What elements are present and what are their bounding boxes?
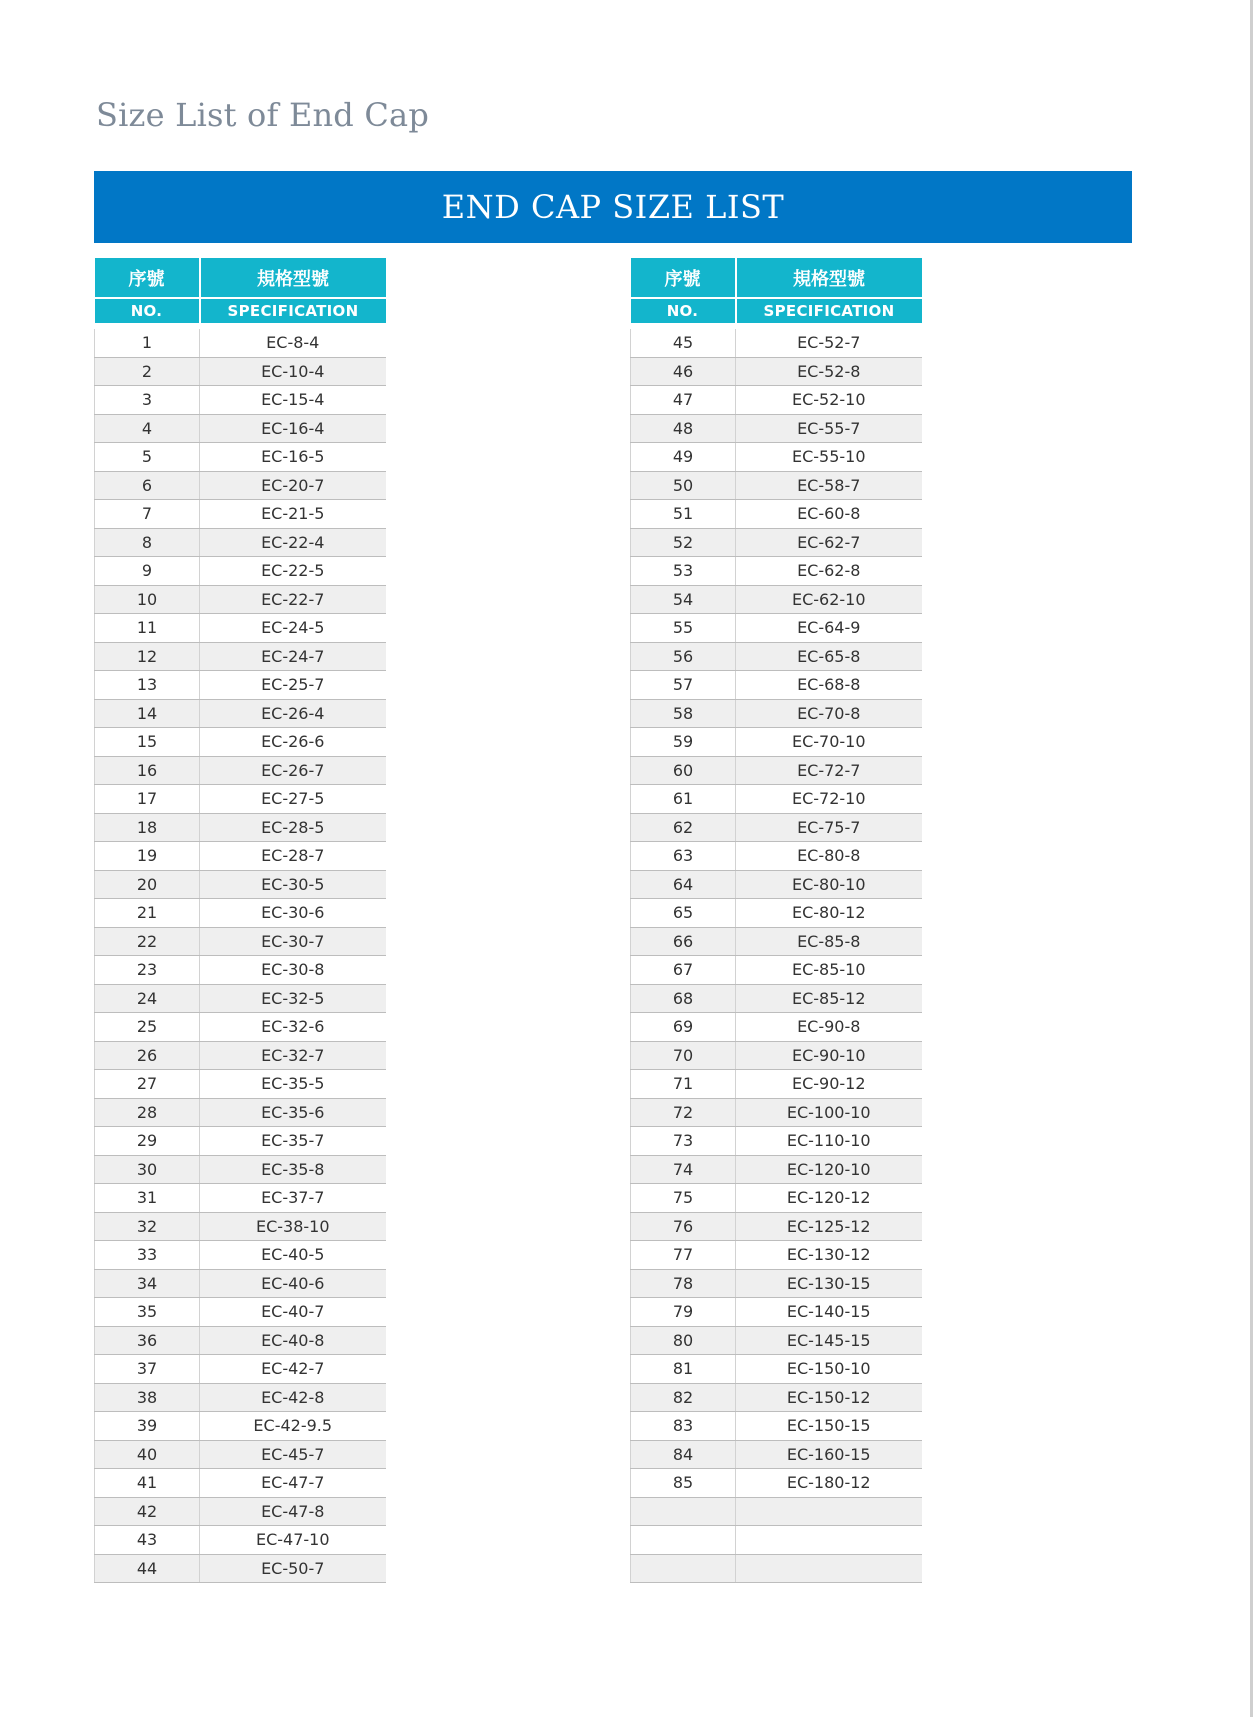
- cell-specification: EC-120-10: [736, 1155, 922, 1184]
- cell-specification: EC-90-12: [736, 1070, 922, 1099]
- cell-specification: EC-72-7: [736, 756, 922, 785]
- cell-no: 46: [631, 357, 736, 386]
- table-row: [631, 1013, 922, 1042]
- header-no-en: NO.: [95, 298, 200, 323]
- cell-specification: EC-180-12: [736, 1469, 922, 1498]
- cell-specification: EC-24-5: [200, 614, 386, 643]
- table-row: [631, 1355, 922, 1384]
- table-row: [631, 557, 922, 586]
- table-row: [95, 1041, 386, 1070]
- cell-no: 65: [631, 899, 736, 928]
- cell-no: 67: [631, 956, 736, 985]
- cell-specification: EC-38-10: [200, 1212, 386, 1241]
- cell-no: [631, 1526, 736, 1555]
- cell-no: 33: [95, 1241, 200, 1270]
- cell-specification: EC-47-8: [200, 1497, 386, 1526]
- cell-no: 22: [95, 927, 200, 956]
- cell-no: 50: [631, 471, 736, 500]
- cell-specification: EC-35-7: [200, 1127, 386, 1156]
- table-row: [95, 1412, 386, 1441]
- table-row: [95, 870, 386, 899]
- cell-specification: EC-80-8: [736, 842, 922, 871]
- table-row: [95, 1469, 386, 1498]
- cell-specification: EC-35-6: [200, 1098, 386, 1127]
- cell-no: 21: [95, 899, 200, 928]
- table-row: [631, 386, 922, 415]
- cell-no: 73: [631, 1127, 736, 1156]
- table-row: [631, 642, 922, 671]
- cell-specification: EC-90-8: [736, 1013, 922, 1042]
- table-row: [95, 471, 386, 500]
- cell-no: 82: [631, 1383, 736, 1412]
- cell-specification: EC-160-15: [736, 1440, 922, 1469]
- table-row: [95, 528, 386, 557]
- table-row: [631, 528, 922, 557]
- cell-no: 43: [95, 1526, 200, 1555]
- cell-specification: EC-24-7: [200, 642, 386, 671]
- cell-specification: EC-80-10: [736, 870, 922, 899]
- cell-no: 42: [95, 1497, 200, 1526]
- cell-no: 17: [95, 785, 200, 814]
- cell-no: 14: [95, 699, 200, 728]
- table-row: [631, 728, 922, 757]
- table-row: [95, 614, 386, 643]
- table-row: [631, 1155, 922, 1184]
- table-row: [95, 329, 386, 357]
- cell-no: 80: [631, 1326, 736, 1355]
- cell-specification: [736, 1526, 922, 1555]
- cell-specification: EC-22-7: [200, 585, 386, 614]
- cell-specification: EC-40-7: [200, 1298, 386, 1327]
- cell-no: 59: [631, 728, 736, 757]
- cell-no: 1: [95, 329, 200, 357]
- cell-specification: EC-60-8: [736, 500, 922, 529]
- table-row: [95, 1440, 386, 1469]
- table-row: [631, 329, 922, 357]
- table-row: [95, 1497, 386, 1526]
- cell-no: [631, 1497, 736, 1526]
- table-row: [95, 414, 386, 443]
- cell-no: 62: [631, 813, 736, 842]
- cell-specification: EC-110-10: [736, 1127, 922, 1156]
- cell-no: 68: [631, 984, 736, 1013]
- cell-specification: EC-65-8: [736, 642, 922, 671]
- table-row: [95, 1241, 386, 1270]
- table-row: [95, 1098, 386, 1127]
- table-row: [95, 357, 386, 386]
- cell-specification: EC-125-12: [736, 1212, 922, 1241]
- table-row: [631, 357, 922, 386]
- cell-no: 30: [95, 1155, 200, 1184]
- cell-specification: EC-28-7: [200, 842, 386, 871]
- cell-no: 20: [95, 870, 200, 899]
- cell-no: 8: [95, 528, 200, 557]
- cell-specification: EC-10-4: [200, 357, 386, 386]
- table-row: [95, 500, 386, 529]
- cell-no: 32: [95, 1212, 200, 1241]
- table-row: [631, 1298, 922, 1327]
- cell-no: 10: [95, 585, 200, 614]
- cell-specification: EC-140-15: [736, 1298, 922, 1327]
- table-row: [631, 699, 922, 728]
- cell-specification: EC-27-5: [200, 785, 386, 814]
- table-row: [631, 813, 922, 842]
- cell-no: 53: [631, 557, 736, 586]
- cell-no: 76: [631, 1212, 736, 1241]
- table-row: [631, 785, 922, 814]
- cell-specification: EC-72-10: [736, 785, 922, 814]
- table-row: [95, 842, 386, 871]
- header-spec-en: SPECIFICATION: [200, 298, 386, 323]
- cell-specification: EC-70-8: [736, 699, 922, 728]
- table-row: [631, 414, 922, 443]
- cell-no: 25: [95, 1013, 200, 1042]
- cell-specification: EC-85-12: [736, 984, 922, 1013]
- cell-specification: EC-28-5: [200, 813, 386, 842]
- cell-no: 48: [631, 414, 736, 443]
- table-row: [631, 443, 922, 472]
- banner-title: END CAP SIZE LIST: [441, 188, 785, 226]
- cell-specification: [736, 1554, 922, 1583]
- cell-specification: EC-26-4: [200, 699, 386, 728]
- table-banner: [94, 171, 1132, 243]
- table-row: [95, 899, 386, 928]
- table-row: [631, 899, 922, 928]
- cell-no: 7: [95, 500, 200, 529]
- cell-no: 19: [95, 842, 200, 871]
- table-row: [95, 1155, 386, 1184]
- cell-no: 81: [631, 1355, 736, 1384]
- table-row: [95, 785, 386, 814]
- cell-no: 9: [95, 557, 200, 586]
- table-row: [95, 728, 386, 757]
- cell-no: 61: [631, 785, 736, 814]
- cell-no: 69: [631, 1013, 736, 1042]
- cell-no: 5: [95, 443, 200, 472]
- cell-specification: EC-32-6: [200, 1013, 386, 1042]
- cell-specification: EC-16-5: [200, 443, 386, 472]
- cell-specification: EC-55-10: [736, 443, 922, 472]
- table-row: [95, 1269, 386, 1298]
- cell-specification: EC-22-4: [200, 528, 386, 557]
- cell-specification: [736, 1497, 922, 1526]
- cell-specification: EC-52-10: [736, 386, 922, 415]
- cell-no: 55: [631, 614, 736, 643]
- table-row: [95, 699, 386, 728]
- cell-no: 58: [631, 699, 736, 728]
- table-row: [95, 642, 386, 671]
- cell-no: 29: [95, 1127, 200, 1156]
- table-row: [631, 585, 922, 614]
- cell-specification: EC-30-6: [200, 899, 386, 928]
- page-title: Size List of End Cap: [96, 96, 430, 134]
- cell-specification: EC-40-6: [200, 1269, 386, 1298]
- cell-specification: EC-47-7: [200, 1469, 386, 1498]
- size-table-right: [630, 258, 922, 1583]
- cell-specification: EC-26-6: [200, 728, 386, 757]
- table-row: [631, 1070, 922, 1099]
- header-no-en: NO.: [631, 298, 736, 323]
- cell-specification: EC-42-7: [200, 1355, 386, 1384]
- table-row: [95, 1526, 386, 1555]
- cell-no: 60: [631, 756, 736, 785]
- table-row: [95, 585, 386, 614]
- cell-no: 45: [631, 329, 736, 357]
- table-row: [631, 1098, 922, 1127]
- table-row: [95, 1212, 386, 1241]
- table-row: [631, 1383, 922, 1412]
- cell-specification: EC-52-8: [736, 357, 922, 386]
- cell-specification: EC-35-5: [200, 1070, 386, 1099]
- table-row: [95, 813, 386, 842]
- table-row: [95, 756, 386, 785]
- table-row: [631, 927, 922, 956]
- cell-no: 4: [95, 414, 200, 443]
- cell-no: 44: [95, 1554, 200, 1583]
- cell-no: 72: [631, 1098, 736, 1127]
- cell-no: 26: [95, 1041, 200, 1070]
- table-row: [631, 1526, 922, 1555]
- table-row: [631, 984, 922, 1013]
- table-row: [95, 1184, 386, 1213]
- table-row: [95, 386, 386, 415]
- table-row: [631, 500, 922, 529]
- table-row: [631, 1469, 922, 1498]
- cell-specification: EC-150-10: [736, 1355, 922, 1384]
- cell-no: 83: [631, 1412, 736, 1441]
- cell-no: 11: [95, 614, 200, 643]
- cell-specification: EC-62-8: [736, 557, 922, 586]
- cell-specification: EC-150-12: [736, 1383, 922, 1412]
- cell-specification: EC-32-7: [200, 1041, 386, 1070]
- cell-specification: EC-62-10: [736, 585, 922, 614]
- cell-specification: EC-55-7: [736, 414, 922, 443]
- table-row: [95, 671, 386, 700]
- table-row: [631, 1184, 922, 1213]
- cell-specification: EC-15-4: [200, 386, 386, 415]
- cell-no: 2: [95, 357, 200, 386]
- cell-specification: EC-120-12: [736, 1184, 922, 1213]
- cell-no: 77: [631, 1241, 736, 1270]
- cell-no: 57: [631, 671, 736, 700]
- table-row: [631, 1412, 922, 1441]
- cell-no: 38: [95, 1383, 200, 1412]
- cell-specification: EC-85-8: [736, 927, 922, 956]
- cell-no: 37: [95, 1355, 200, 1384]
- cell-no: 54: [631, 585, 736, 614]
- table-row: [95, 1383, 386, 1412]
- table-row: [95, 1070, 386, 1099]
- cell-specification: EC-52-7: [736, 329, 922, 357]
- cell-specification: EC-64-9: [736, 614, 922, 643]
- cell-no: 85: [631, 1469, 736, 1498]
- table-row: [631, 842, 922, 871]
- header-spec-cn: 規格型號: [200, 258, 386, 298]
- cell-no: 16: [95, 756, 200, 785]
- cell-no: 75: [631, 1184, 736, 1213]
- cell-no: 34: [95, 1269, 200, 1298]
- cell-no: 27: [95, 1070, 200, 1099]
- cell-specification: EC-37-7: [200, 1184, 386, 1213]
- cell-no: 35: [95, 1298, 200, 1327]
- cell-no: 49: [631, 443, 736, 472]
- table-row: [631, 614, 922, 643]
- cell-no: 63: [631, 842, 736, 871]
- cell-no: 18: [95, 813, 200, 842]
- cell-specification: EC-42-8: [200, 1383, 386, 1412]
- cell-specification: EC-32-5: [200, 984, 386, 1013]
- cell-specification: EC-40-5: [200, 1241, 386, 1270]
- cell-no: 3: [95, 386, 200, 415]
- cell-no: 56: [631, 642, 736, 671]
- cell-specification: EC-45-7: [200, 1440, 386, 1469]
- cell-no: 66: [631, 927, 736, 956]
- cell-specification: EC-42-9.5: [200, 1412, 386, 1441]
- cell-no: 12: [95, 642, 200, 671]
- cell-no: 84: [631, 1440, 736, 1469]
- size-table-left: [94, 258, 386, 1583]
- table-row: [95, 956, 386, 985]
- table-row: [631, 1326, 922, 1355]
- cell-specification: EC-58-7: [736, 471, 922, 500]
- header-no-cn: 序號: [631, 258, 736, 298]
- cell-specification: EC-16-4: [200, 414, 386, 443]
- table-row: [631, 1241, 922, 1270]
- table-row: [631, 1269, 922, 1298]
- header-spec-cn: 規格型號: [736, 258, 922, 298]
- cell-no: 70: [631, 1041, 736, 1070]
- cell-specification: EC-50-7: [200, 1554, 386, 1583]
- cell-specification: EC-35-8: [200, 1155, 386, 1184]
- cell-no: 15: [95, 728, 200, 757]
- cell-specification: EC-80-12: [736, 899, 922, 928]
- cell-specification: EC-20-7: [200, 471, 386, 500]
- table-row: [631, 756, 922, 785]
- cell-no: 23: [95, 956, 200, 985]
- header-no-cn: 序號: [95, 258, 200, 298]
- cell-specification: EC-90-10: [736, 1041, 922, 1070]
- cell-no: 31: [95, 1184, 200, 1213]
- cell-no: 64: [631, 870, 736, 899]
- table-row: [631, 671, 922, 700]
- cell-no: 78: [631, 1269, 736, 1298]
- table-row: [95, 1326, 386, 1355]
- table-row: [95, 1013, 386, 1042]
- cell-specification: EC-30-7: [200, 927, 386, 956]
- cell-specification: EC-75-7: [736, 813, 922, 842]
- table-row: [631, 870, 922, 899]
- cell-no: 71: [631, 1070, 736, 1099]
- cell-specification: EC-40-8: [200, 1326, 386, 1355]
- table-row: [631, 956, 922, 985]
- cell-no: 74: [631, 1155, 736, 1184]
- cell-specification: EC-47-10: [200, 1526, 386, 1555]
- table-row: [95, 1355, 386, 1384]
- table-row: [95, 927, 386, 956]
- cell-no: 40: [95, 1440, 200, 1469]
- table-row: [631, 1041, 922, 1070]
- cell-no: 41: [95, 1469, 200, 1498]
- cell-no: 51: [631, 500, 736, 529]
- cell-specification: EC-70-10: [736, 728, 922, 757]
- cell-specification: EC-150-15: [736, 1412, 922, 1441]
- cell-specification: EC-145-15: [736, 1326, 922, 1355]
- cell-specification: EC-130-15: [736, 1269, 922, 1298]
- table-row: [95, 1298, 386, 1327]
- cell-specification: EC-22-5: [200, 557, 386, 586]
- cell-specification: EC-26-7: [200, 756, 386, 785]
- table-row: [631, 1212, 922, 1241]
- table-row: [631, 1127, 922, 1156]
- cell-no: 28: [95, 1098, 200, 1127]
- cell-no: 47: [631, 386, 736, 415]
- cell-no: 52: [631, 528, 736, 557]
- cell-specification: EC-30-5: [200, 870, 386, 899]
- table-row: [631, 1440, 922, 1469]
- table-row: [95, 1127, 386, 1156]
- table-row: [95, 984, 386, 1013]
- cell-no: [631, 1554, 736, 1583]
- cell-specification: EC-8-4: [200, 329, 386, 357]
- table-row: [631, 1497, 922, 1526]
- cell-no: 24: [95, 984, 200, 1013]
- table-row: [631, 1554, 922, 1583]
- cell-specification: EC-68-8: [736, 671, 922, 700]
- cell-specification: EC-130-12: [736, 1241, 922, 1270]
- cell-no: 6: [95, 471, 200, 500]
- cell-specification: EC-62-7: [736, 528, 922, 557]
- cell-no: 79: [631, 1298, 736, 1327]
- cell-no: 36: [95, 1326, 200, 1355]
- cell-specification: EC-85-10: [736, 956, 922, 985]
- table-row: [95, 557, 386, 586]
- cell-specification: EC-21-5: [200, 500, 386, 529]
- cell-specification: EC-100-10: [736, 1098, 922, 1127]
- header-spec-en: SPECIFICATION: [736, 298, 922, 323]
- cell-no: 39: [95, 1412, 200, 1441]
- table-row: [95, 1554, 386, 1583]
- cell-specification: EC-25-7: [200, 671, 386, 700]
- table-row: [631, 471, 922, 500]
- cell-no: 13: [95, 671, 200, 700]
- table-row: [95, 443, 386, 472]
- cell-specification: EC-30-8: [200, 956, 386, 985]
